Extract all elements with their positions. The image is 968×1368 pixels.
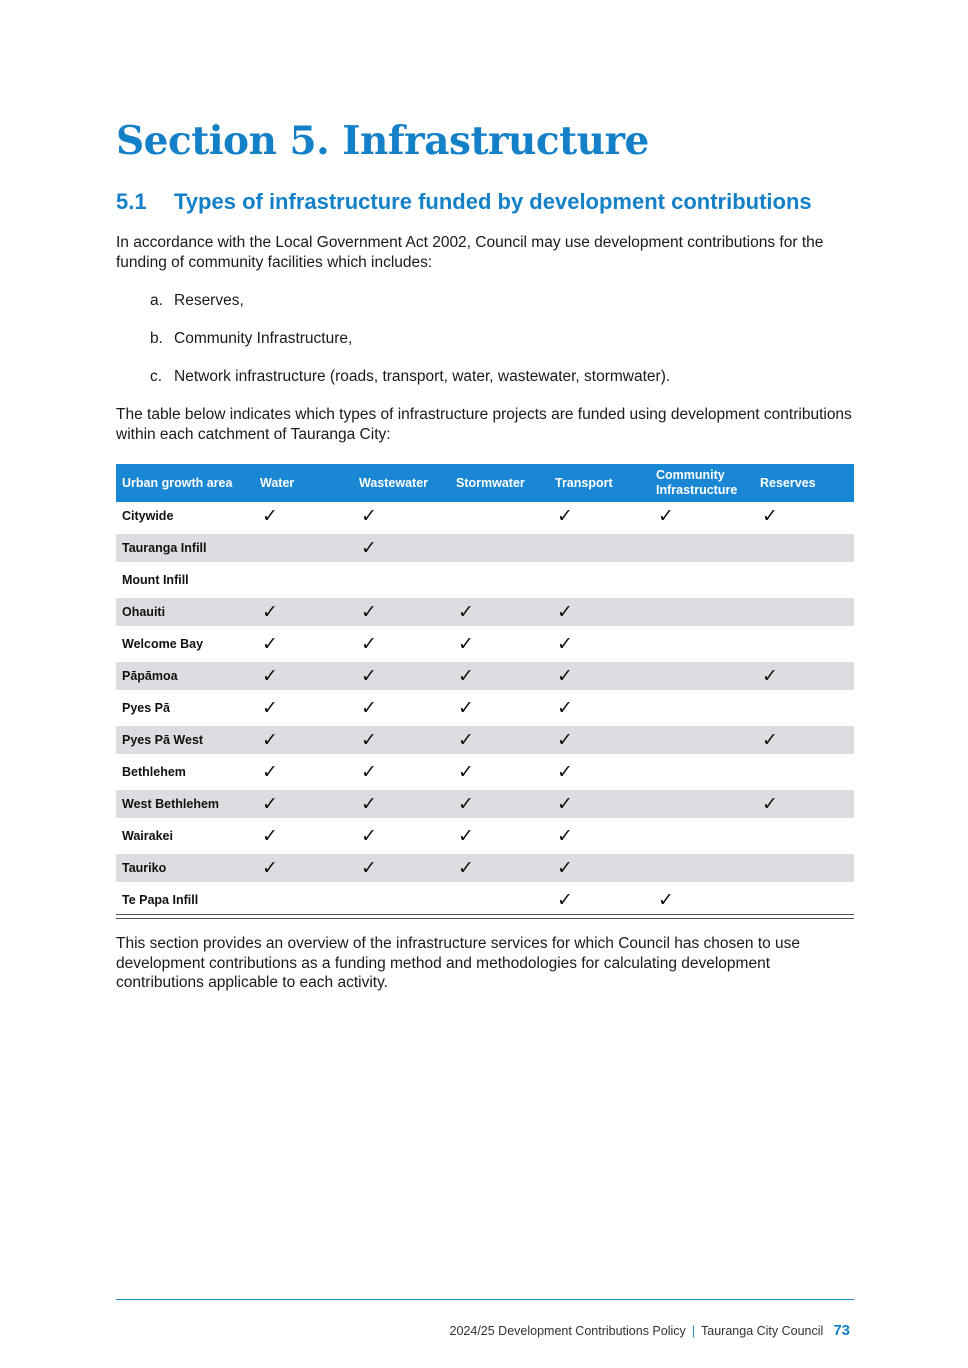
header-community-infrastructure: Community Infrastructure <box>650 464 754 502</box>
check-icon: ✓ <box>650 502 754 532</box>
table-row <box>116 628 854 660</box>
check-icon: ✓ <box>450 628 549 660</box>
check-icon: ✓ <box>754 788 854 820</box>
empty-cell <box>650 564 754 596</box>
area-name-cell: West Bethlehem <box>116 788 254 820</box>
header-wastewater: Wastewater <box>353 464 450 502</box>
check-icon: ✓ <box>450 596 549 628</box>
page-title: Section 5. Infrastructure <box>116 118 649 164</box>
area-name-cell: Bethlehem <box>116 756 254 788</box>
empty-cell <box>650 756 754 788</box>
area-name-cell: Welcome Bay <box>116 628 254 660</box>
check-icon: ✓ <box>353 788 450 820</box>
page-footer <box>450 1322 850 1339</box>
list-item-text: Reserves, <box>174 292 244 309</box>
check-icon: ✓ <box>549 660 650 692</box>
closing-paragraph: This section provides an overview of the infrastructure services for which Council has chosen to use development contributions as a funding method and methodologies for calculating development contributions applicable to each activity. <box>116 935 801 991</box>
check-icon: ✓ <box>754 502 854 532</box>
section-heading <box>116 189 812 215</box>
empty-cell <box>650 820 754 852</box>
check-icon: ✓ <box>549 852 650 884</box>
check-icon: ✓ <box>549 820 650 852</box>
empty-cell <box>754 596 854 628</box>
header-reserves: Reserves <box>754 464 854 502</box>
area-name-cell: Wairakei <box>116 820 254 852</box>
check-icon: ✓ <box>254 788 353 820</box>
table-row <box>116 502 854 532</box>
empty-cell <box>754 884 854 916</box>
intro-paragraph: In accordance with the Local Government Act 2002, Council may use development contributions for the funding of community facilities which includes: <box>116 234 824 271</box>
empty-cell <box>754 692 854 724</box>
empty-cell <box>450 532 549 564</box>
footer-separator: | <box>691 1324 696 1338</box>
area-name-cell: Tauriko <box>116 852 254 884</box>
table-header-row <box>116 464 854 502</box>
section-number: 5.1 <box>116 189 147 214</box>
check-icon: ✓ <box>754 660 854 692</box>
area-name-cell: Pāpāmoa <box>116 660 254 692</box>
footer-organisation: Tauranga City Council <box>701 1324 824 1338</box>
table-body <box>116 502 854 916</box>
check-icon: ✓ <box>549 502 650 532</box>
check-icon: ✓ <box>450 724 549 756</box>
footer-document-title: 2024/25 Development Contributions Policy <box>449 1324 686 1338</box>
area-name-cell: Tauranga Infill <box>116 532 254 564</box>
check-icon: ✓ <box>353 852 450 884</box>
empty-cell <box>650 660 754 692</box>
check-icon: ✓ <box>650 884 754 916</box>
empty-cell <box>650 724 754 756</box>
check-icon: ✓ <box>254 756 353 788</box>
check-icon: ✓ <box>549 724 650 756</box>
table-row <box>116 820 854 852</box>
area-name-cell: Mount Infill <box>116 564 254 596</box>
table-bottom-rule <box>116 914 854 919</box>
check-icon: ✓ <box>254 660 353 692</box>
empty-cell <box>450 884 549 916</box>
empty-cell <box>254 564 353 596</box>
empty-cell <box>450 502 549 532</box>
table-row <box>116 564 854 596</box>
infrastructure-table <box>116 464 854 918</box>
empty-cell <box>650 788 754 820</box>
table-row <box>116 596 854 628</box>
table-row <box>116 660 854 692</box>
list-item-text: Network infrastructure (roads, transport, water, wastewater, stormwater). <box>174 368 671 385</box>
check-icon: ✓ <box>549 756 650 788</box>
check-icon: ✓ <box>254 502 353 532</box>
empty-cell <box>754 564 854 596</box>
check-icon: ✓ <box>353 756 450 788</box>
check-icon: ✓ <box>549 884 650 916</box>
empty-cell <box>549 532 650 564</box>
section-title: Types of infrastructure funded by development contributions <box>174 189 812 214</box>
check-icon: ✓ <box>450 788 549 820</box>
list-marker: a. <box>150 292 163 309</box>
list-item <box>150 291 244 311</box>
check-icon: ✓ <box>450 852 549 884</box>
check-icon: ✓ <box>450 692 549 724</box>
table-row <box>116 724 854 756</box>
empty-cell <box>754 852 854 884</box>
check-icon: ✓ <box>254 852 353 884</box>
check-icon: ✓ <box>549 596 650 628</box>
empty-cell <box>353 884 450 916</box>
empty-cell <box>450 564 549 596</box>
empty-cell <box>549 564 650 596</box>
header-urban-growth-area: Urban growth area <box>116 464 254 502</box>
table-row <box>116 884 854 916</box>
header-transport: Transport <box>549 464 650 502</box>
footer-rule <box>116 1299 854 1300</box>
page-number: 73 <box>833 1322 850 1339</box>
empty-cell <box>650 692 754 724</box>
check-icon: ✓ <box>254 724 353 756</box>
table-row <box>116 532 854 564</box>
table-row <box>116 788 854 820</box>
check-icon: ✓ <box>353 724 450 756</box>
list-item <box>150 329 352 349</box>
empty-cell <box>754 628 854 660</box>
check-icon: ✓ <box>353 596 450 628</box>
area-name-cell: Ohauiti <box>116 596 254 628</box>
check-icon: ✓ <box>353 502 450 532</box>
empty-cell <box>353 564 450 596</box>
header-stormwater: Stormwater <box>450 464 549 502</box>
check-icon: ✓ <box>450 660 549 692</box>
check-icon: ✓ <box>549 692 650 724</box>
check-icon: ✓ <box>353 660 450 692</box>
check-icon: ✓ <box>254 820 353 852</box>
table-intro-paragraph: The table below indicates which types of infrastructure projects are funded using development contributions within each catchment of Tauranga City: <box>116 406 852 443</box>
empty-cell <box>754 820 854 852</box>
check-icon: ✓ <box>450 820 549 852</box>
check-icon: ✓ <box>549 628 650 660</box>
empty-cell <box>650 596 754 628</box>
list-item-text: Community Infrastructure, <box>174 330 353 347</box>
list-marker: c. <box>150 368 163 385</box>
empty-cell <box>754 756 854 788</box>
table-row <box>116 852 854 884</box>
area-name-cell: Te Papa Infill <box>116 884 254 916</box>
list-marker: b. <box>150 330 163 347</box>
check-icon: ✓ <box>353 820 450 852</box>
empty-cell <box>650 852 754 884</box>
empty-cell <box>650 628 754 660</box>
table-row <box>116 692 854 724</box>
check-icon: ✓ <box>254 628 353 660</box>
check-icon: ✓ <box>353 532 450 564</box>
area-name-cell: Citywide <box>116 502 254 532</box>
check-icon: ✓ <box>254 596 353 628</box>
check-icon: ✓ <box>254 692 353 724</box>
check-icon: ✓ <box>754 724 854 756</box>
area-name-cell: Pyes Pā <box>116 692 254 724</box>
header-water: Water <box>254 464 353 502</box>
check-icon: ✓ <box>549 788 650 820</box>
empty-cell <box>650 532 754 564</box>
empty-cell <box>254 884 353 916</box>
empty-cell <box>254 532 353 564</box>
check-icon: ✓ <box>450 756 549 788</box>
table-row <box>116 756 854 788</box>
list-item <box>150 367 670 387</box>
area-name-cell: Pyes Pā West <box>116 724 254 756</box>
check-icon: ✓ <box>353 628 450 660</box>
empty-cell <box>754 532 854 564</box>
check-icon: ✓ <box>353 692 450 724</box>
